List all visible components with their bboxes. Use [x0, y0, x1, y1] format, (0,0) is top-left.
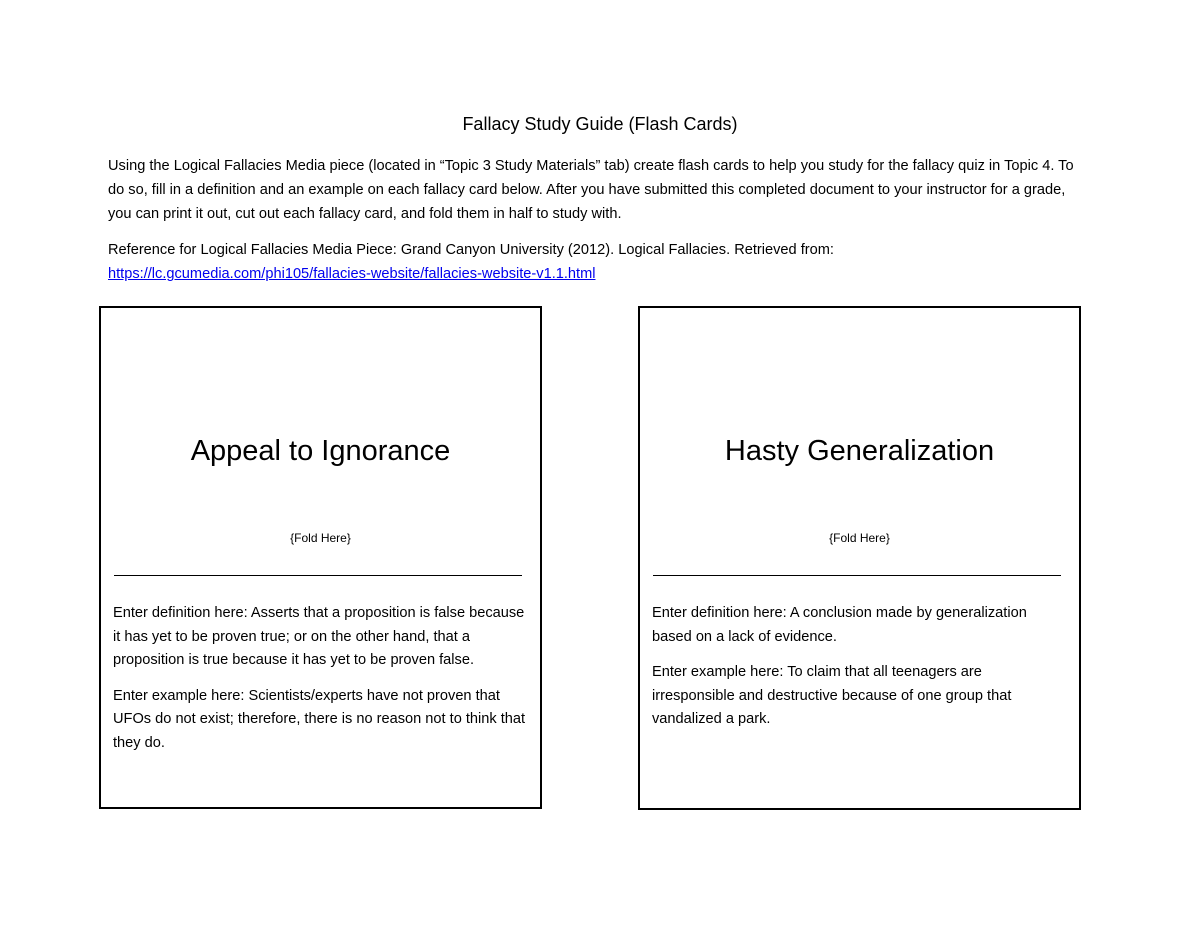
fold-line [114, 575, 522, 576]
card-title: Appeal to Ignorance [190, 435, 451, 467]
flash-card-appeal-to-ignorance [99, 306, 542, 809]
reference-label: Reference for Logical Fallacies Media Piece: Grand Canyon University (2012). Logical Fallacies. Retrieved from: [108, 242, 834, 258]
fold-line [653, 575, 1061, 576]
card-body [113, 602, 526, 767]
card-example: Enter example here: To claim that all teenagers are irresponsible and destructive because of one group that vandalized a park. [652, 664, 1012, 727]
fold-label: {Fold Here} [829, 531, 890, 545]
card-definition: Enter definition here: Asserts that a proposition is false because it has yet to be proven true; or on the other hand, that a proposition is true because it has yet to be proven false. [113, 605, 525, 668]
card-definition: Enter definition here: A conclusion made by generalization based on a lack of evidence. [652, 605, 1027, 645]
card-title: Hasty Generalization [724, 435, 995, 467]
reference-paragraph [108, 238, 1083, 286]
reference-link[interactable]: https://lc.gcumedia.com/phi105/fallacies-website/fallacies-website-v1.1.html [108, 266, 596, 282]
flash-card-hasty-generalization [638, 306, 1081, 810]
document-title: Fallacy Study Guide (Flash Cards) [462, 114, 738, 134]
fold-label: {Fold Here} [290, 531, 351, 545]
card-example: Enter example here: Scientists/experts have not proven that UFOs do not exist; therefore, there is no reason not to think that they do. [113, 687, 526, 751]
card-body [652, 602, 1065, 744]
instructions-paragraph: Using the Logical Fallacies Media piece (located in “Topic 3 Study Materials” tab) create flash cards to help you study for the fallacy quiz in Topic 4. To do so, fill in a definition and an example on each fallacy card below. After you have submitted this completed document to your instructor for a grade, you can print it out, cut out each fallacy card, and fold them in half to study with. [108, 158, 1074, 222]
